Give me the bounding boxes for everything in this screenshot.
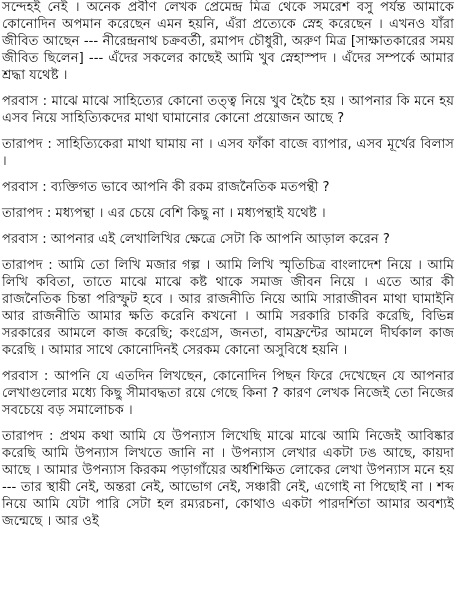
paragraph-6: পরবাস : আপনার এই লেখালিখির ক্ষেত্রে সেটা কি আপনি আড়াল করেন ? — [2, 232, 390, 247]
paragraph-2: পরবাস : মাঝে মাঝে সাহিত্যের কোনো তত্ত্ব নিয়ে খুব হৈচৈ হয় । আপনার কি মনে হয় এসব নিয়ে সাহিত্যিকদের মাথা ঘামানোর কোনো প্রয়োজন আছে ? — [2, 94, 454, 126]
paragraph-9: তারাপদ : প্রথম কথা আমি যে উপন্যাস লিখেছি মাঝে মাঝে আমি নিজেই আবিষ্কার করেছি আমি উপন্যাস লিখতে জানি না । উপন্যাস লেখার একটা ঢঙ আছে, কায়দা আছে । আমার উপন্যাস কিরকম পড়াগাঁয়ের অর্ধশিক্ষিত লোকের লেখা উপন্যাস মনে হয় --- তার স্থায়ী নেই, অন্তরা নেই, আভোগ নেই, সঞ্চারী নেই, এগোই না পিছোই না । শব্দ নিয়ে আমি যেটা পারি সেটা হল রম্যরচনা, কোথাও একটা পারদর্শিতা আমার অবশ্যই জন্মেছে । আর ওই — [2, 429, 454, 529]
paragraph-4: পরবাস : ব্যক্তিগত ভাবে আপনি কী রকম রাজনৈতিক মতপন্থী ? — [2, 180, 330, 195]
paragraph-1: সন্দেহই নেই । অনেক প্রবীণ লেখক প্রেমেন্দ্র মিত্র থেকে সমরেশ বসু পর্যন্ত আমাকে কোনোদিন অপমান করেছেন এমন হয়নি, এঁরা প্রত্যেকে স্নেহ করেছেন । এখনও যাঁরা জীবিত আছেন --- নীরেন্দ্রনাথ চক্রবর্তী, রমাপদ চৌধুরী, অরুণ মিত্র [সাক্ষাতকারের সময় জীবিত ছিলেন] --- এঁদের সকলের কাছেই আমি খুব স্নেহাস্পদ । এঁদের সম্পর্কে আমার শ্রদ্ধা যথেষ্ট । — [2, 0, 454, 83]
paragraph-8: পরবাস : আপনি যে এতদিন লিখছেন, কোনোদিন পিছন ফিরে দেখেছেন যে আপনার লেখাগুলোর মধ্যে কিছু সীমাবদ্ধতা রয়ে গেছে কিনা ? কারণ লেখক নিজেই তো নিজের সবচেয়ে বড় সমালোচক । — [2, 369, 454, 418]
paragraph-5: তারাপদ : মধ্যপন্থা । এর চেয়ে বেশি কিছু না । মধ্যপন্থাই যথেষ্ট । — [2, 206, 326, 221]
paragraph-3: তারাপদ : সাহিত্যিকেরা মাথা ঘামায় না । এসব ফাঁকা বাজে ব্যাপার, এসব মূর্খের বিলাস । — [2, 137, 454, 169]
paragraph-7: তারাপদ : আমি তো লিখি মজার গল্প । আমি লিখি স্মৃতিচিত্র বাংলাদেশ নিয়ে । আমি লিখি কবিতা, তাতে মাঝে মাঝে কষ্ট থাকে সমাজ জীবন নিয়ে । এতে আর কী রাজনৈতিক চিন্তা পরিস্ফুট হবে । আর রাজনীতি নিয়ে আমি সারাজীবন মাথা ঘামাইনি আর রাজনীতি আমার ক্ষতি করেনি কখনো । আমি সরকারি চাকরি করেছি, বিভিন্ন সরকারের আমলে কাজ করেছি; কংগ্রেস, জনতা, বামফ্রন্টের আমলে দীর্ঘকাল কাজ করেছি । আমার সাথে কোনোদিনই সেরকম কোনো অসুবিধে হয়নি । — [2, 258, 454, 358]
